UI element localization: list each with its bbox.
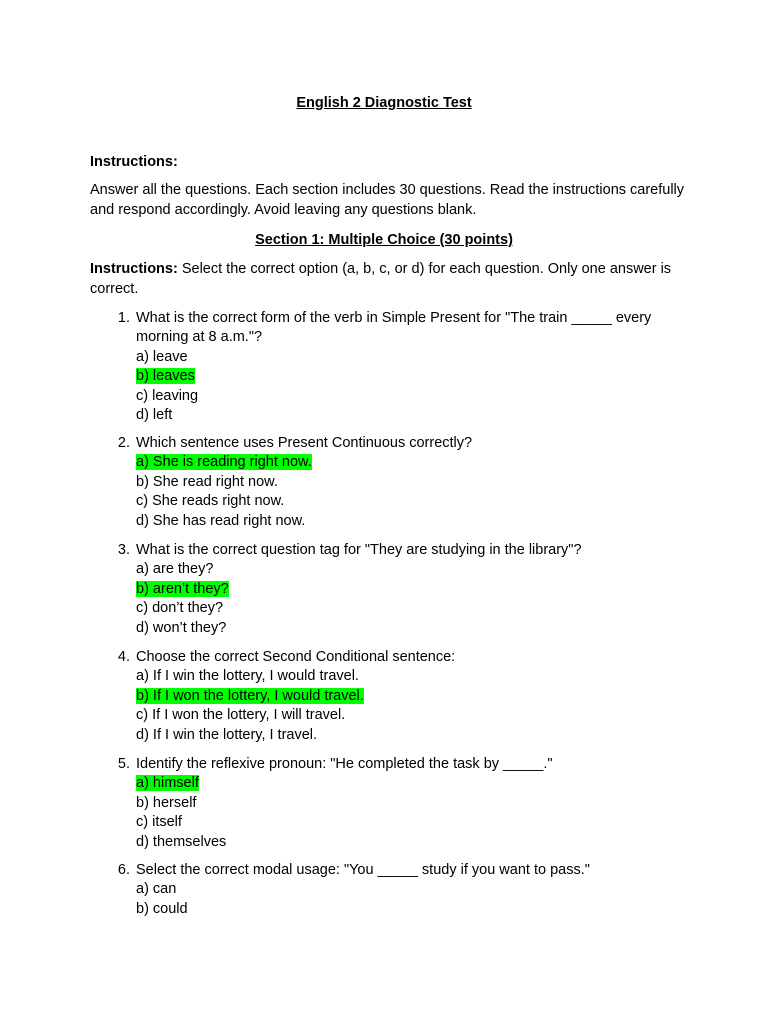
question-text: Which sentence uses Present Continuous correctly? <box>136 435 473 451</box>
question-5 <box>112 755 682 852</box>
question-number: 5. <box>117 756 130 772</box>
answer-option <box>136 706 682 725</box>
question-1 <box>112 309 682 425</box>
answer-option <box>136 726 682 745</box>
answer-option-text: a) leave <box>136 348 188 365</box>
answer-option <box>136 619 682 638</box>
question-6 <box>112 861 682 919</box>
question-text: Identify the reflexive pronoun: "He completed the task by _____." <box>136 756 553 772</box>
answer-option-text: c) don’t they? <box>136 600 224 617</box>
highlighted-answer: b) leaves <box>136 368 195 385</box>
question-number: 3. <box>117 542 130 558</box>
answer-option <box>136 406 682 425</box>
answer-option-text: d) themselves <box>136 833 227 850</box>
answer-option <box>136 453 682 472</box>
question-text: What is the correct question tag for "They are studying in the library"? <box>136 542 582 558</box>
answer-option <box>136 774 682 793</box>
answer-option <box>136 473 682 492</box>
highlighted-answer: a) She is reading right now. <box>136 454 312 471</box>
answer-option <box>136 687 682 706</box>
answer-option-text: c) itself <box>136 814 182 831</box>
question-text: Choose the correct Second Conditional sentence: <box>136 649 456 665</box>
highlighted-answer: b) aren’t they? <box>136 580 229 597</box>
question-number: 4. <box>117 649 130 665</box>
answer-option-text: b) herself <box>136 794 197 811</box>
answer-option <box>136 580 682 599</box>
question-text: Select the correct modal usage: "You _____ study if you want to pass." <box>136 862 590 878</box>
answer-option-text: c) leaving <box>136 387 199 404</box>
question-body <box>136 309 682 425</box>
instructions-heading-text: Instructions: <box>90 154 178 170</box>
document-title: English 2 Diagnostic Test <box>296 95 472 111</box>
answer-option <box>136 599 682 618</box>
answer-option <box>136 492 682 511</box>
question-3 <box>112 541 682 638</box>
section-1-instructions <box>90 259 690 299</box>
question-body <box>136 648 682 745</box>
instructions-heading <box>90 152 690 172</box>
answer-option <box>136 512 682 531</box>
answer-option <box>136 813 682 832</box>
answer-option <box>136 794 682 813</box>
answer-option-text: d) left <box>136 407 173 424</box>
answer-option-text: a) are they? <box>136 561 214 578</box>
answer-option-text: a) can <box>136 881 177 898</box>
question-body <box>136 755 682 852</box>
answer-option <box>136 667 682 686</box>
question-text: What is the correct form of the verb in Simple Present for "The train _____ every morning at 8 a.m."? <box>136 310 652 346</box>
answer-option-text: d) won’t they? <box>136 619 227 636</box>
answer-option <box>136 387 682 406</box>
question-4 <box>112 648 682 745</box>
answer-option <box>136 833 682 852</box>
answer-option-text: b) She read right now. <box>136 473 278 490</box>
answer-option-text: c) If I won the lottery, I will travel. <box>136 707 346 724</box>
instructions-paragraph: Answer all the questions. Each section includes 30 questions. Read the instructions carefully and respond accordingly. Avoid leaving any questions blank. <box>90 182 685 218</box>
answer-option-text: c) She reads right now. <box>136 493 285 510</box>
section-1-instructions-label: Instructions: <box>90 261 178 277</box>
answer-option <box>136 900 682 919</box>
question-number: 6. <box>117 862 130 878</box>
question-body <box>136 861 682 919</box>
question-body <box>136 541 682 638</box>
answer-option-text: d) She has read right now. <box>136 512 306 529</box>
highlighted-answer: a) himself <box>136 775 199 792</box>
section-1-title: Section 1: Multiple Choice (30 points) <box>255 232 513 248</box>
section-1-instructions-text: Select the correct option (a, b, c, or d) for each question. Only one answer is correct. <box>90 261 672 297</box>
answer-option <box>136 367 682 386</box>
answer-option <box>136 880 682 899</box>
question-number: 2. <box>117 435 130 451</box>
question-body <box>136 434 682 531</box>
answer-option-text: b) could <box>136 900 188 917</box>
question-2 <box>112 434 682 531</box>
highlighted-answer: b) If I won the lottery, I would travel. <box>136 687 364 704</box>
answer-option <box>136 348 682 367</box>
question-number: 1. <box>117 310 130 326</box>
answer-option-text: d) If I win the lottery, I travel. <box>136 726 318 743</box>
answer-option <box>136 560 682 579</box>
answer-option-text: a) If I win the lottery, I would travel. <box>136 668 359 685</box>
